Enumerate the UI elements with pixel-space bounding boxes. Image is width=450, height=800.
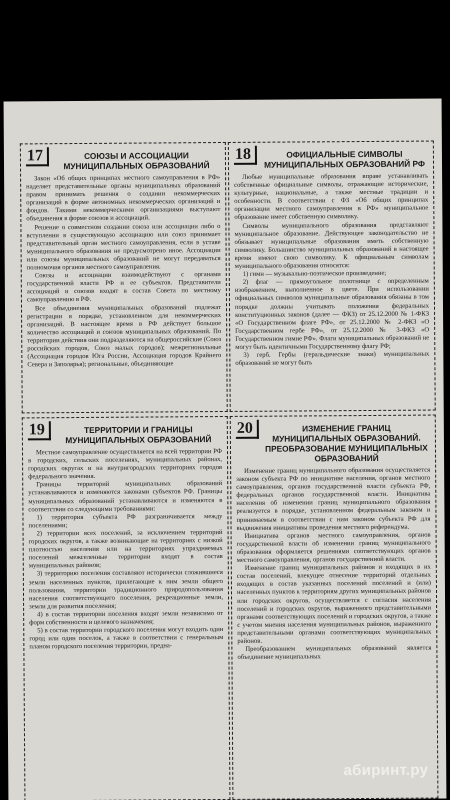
book-page	[4, 98, 447, 800]
paragraph: Союзы и ассоциации взаимодействуют с органами государственной власти РФ и ее субъектов. Представители ассоциаций и союзов входят в состав Совета по местному самоуправлению в РФ.	[26, 271, 221, 304]
card-18	[228, 141, 436, 412]
paragraph: Любые муниципальные образования вправе устанавливать собственные официальные символы, отражающие исторические, культурные, национальные, а также местные традиции и особенности. В соответствии с ФЗ «Об общих принципах организации местного самоуправления в РФ» муниципальное образование имеет собственную символику.	[234, 172, 429, 222]
paragraph: Инициатива органов местного самоуправления, органов государственной власти об изменении границ муниципального образования оформляется решениями соответствующих органов местного самоуправления, органов государственной власти.	[236, 531, 431, 564]
paragraph: Все объединения муниципальных образований подлежат регистрации в порядке, установленном для некоммерческих организаций. В настоящее время в РФ действует большое количество ассоциаций и союзов муниципальных образований. По территории действия они подразделяются на общероссийские (Союз российских городов, Союз малых городов); межрегиональные (Ассоциация городов Юга России, Ассоциация городов Крайнего Севера и Заполярья); региональные, объединяющие	[27, 303, 222, 369]
card-17	[20, 142, 228, 413]
watermark: абиринт.ру	[343, 761, 429, 780]
card-number: 19	[28, 421, 51, 440]
card-header	[236, 419, 430, 464]
card-header	[28, 420, 222, 445]
card-title: СОЮЗЫ И АССОЦИАЦИИ МУНИЦИПАЛЬНЫХ ОБРАЗОВАНИЙ	[63, 150, 210, 172]
paragraph: 3) герб. Гербы (геральдические знаки) муниципальных образований не могут быть	[235, 350, 430, 368]
paragraph: Символы муниципального образования представляют муниципальное образование. Действующее законодательство не обязывает муниципальные образования иметь собственную символику. Большинство муниципальных образований в настоящее время имеют свою символику. К официальным символам муниципального образования относятся:	[234, 221, 429, 270]
card-title: ОФИЦИАЛЬНЫЕ СИМВОЛЫ МУНИЦИПАЛЬНЫХ ОБРАЗОВАНИЙ РФ	[264, 148, 425, 170]
card-body	[28, 448, 223, 652]
card-number: 20	[236, 420, 259, 439]
paragraph: 4) в состав территории поселения входят земли независимо от форм собственности и целевого назначения;	[29, 609, 224, 627]
card-body	[26, 174, 221, 370]
card-title: ИЗМЕНЕНИЕ ГРАНИЦ МУНИЦИПАЛЬНЫХ ОБРАЗОВАНИЙ. ПРЕОБРАЗОВАНИЕ МУНИЦИПАЛЬНЫХ ОБРАЗОВАНИЙ	[265, 422, 428, 464]
paragraph: Преобразованием муниципальных образований является объединение муниципальных	[237, 644, 432, 662]
paragraph: 5) в состав территории городского поселения могут входить один город или один поселок, а также в соответствии с генеральным планом городского поселения территории, предна-	[29, 626, 224, 651]
paragraph: 2) флаг — прямоугольное полотнище с определенным изображением, выполненное в цвете. При использовании официальных символов муниципальные образования обязаны в том порядке должны учитывать положения федеральных конституционных законов (далее — ФКЗ) от 25.12.2000 № 1-ФКЗ «О Государственном флаге РФ», от 25.12.2000 № 2-ФКЗ «О Государственном гербе РФ», от 25.12.2000 № 3-ФКЗ «О Государственном гимне РФ». Флаги муниципальных образований не могут быть идентичными Государственному флагу РФ;	[234, 277, 430, 351]
paragraph: Решение о совместном создании союза или ассоциации либо о вступлении в существующую ассоциацию или союз принимает представительный орган местного самоуправления, если в уставе муниципального образования не предусмотрено иное. Ассоциации или союзы муниципальных образований не могут передаваться полномочия органов местного самоуправления.	[26, 222, 221, 272]
card-body	[234, 173, 429, 369]
card-body	[236, 467, 431, 663]
paragraph: Изменение границ муниципальных районов и входящих в их состав поселений, влекущее отнесение территорий отдельных входящих в состав указанных поселений поселений и (или) населенных пунктов к территориям других муниципальных районов или городских округов, осуществляется с согласия населения поселений и городских округов, выраженного представительными органами соответствующих поселений и городских округов, а также с учетом мнения населения муниципальных районов, выраженного представительными органами соответствующих муниципальных районов.	[236, 563, 432, 645]
card-number: 17	[26, 147, 49, 166]
card-number: 18	[234, 146, 257, 165]
card-20	[230, 415, 439, 800]
card-19	[22, 416, 231, 800]
card-title: ТЕРРИТОРИИ И ГРАНИЦЫ МУНИЦИПАЛЬНЫХ ОБРАЗОВАНИЙ	[65, 424, 212, 446]
card-header	[234, 145, 428, 170]
paragraph: 3) территорию поселения составляют исторически сложившиеся земли населенных пунктов, прилегающие к ним земли общего пользования, территории традиционного природопользования населения соответствующего поселения, рекреационные земли, земли для развития поселения;	[28, 569, 224, 611]
paragraph: Границы территорий муниципальных образований устанавливаются и изменяются законами субъектов РФ. Границы муниципальных образований устанавливаются и изменяются в соответствии со следующими требованиями:	[28, 480, 223, 514]
paragraph: Изменение границ муниципального образования осуществляется законом субъекта РФ по инициативе населения, органов местного самоуправления, органов государственной власти субъекта РФ, федеральных органов государственной власти. Инициатива населения об изменении границ муниципального образования реализуется в порядке, установленном федеральным законом и принимаемым в соответствии с ним законом субъекта РФ для выдвижения инициативы проведения местного референдума.	[236, 466, 431, 532]
paragraph: 1) территория субъекта РФ разграничивается между поселениями;	[28, 512, 223, 530]
paragraph: Закон «Об общих принципах местного самоуправления в РФ» наделяет представительные органы муниципальных образований правом принимать решения о создании некоммерческих организаций в форме автономных некоммерческих организаций и фондов. Такими некоммерческими организациями выступают объединения в форме союзов и ассоциаций.	[26, 174, 221, 223]
paragraph: 1) гимн — музыкально-поэтическое произведение;	[242, 269, 387, 278]
paragraph: Местное самоуправление осуществляется на всей территории РФ в городских, сельских поселениях, муниципальных районах, городских округах и на внутригородских территориях городов федерального значения.	[28, 448, 223, 481]
paragraph: 2) территории всех поселений, за исключением территорий городских округов, а также возникающие на территориях с низкой плотностью населения или на территориях упраздняемых поселений межселенные территории входят в состав муниципальных районов;	[28, 528, 223, 570]
card-header	[26, 146, 220, 171]
